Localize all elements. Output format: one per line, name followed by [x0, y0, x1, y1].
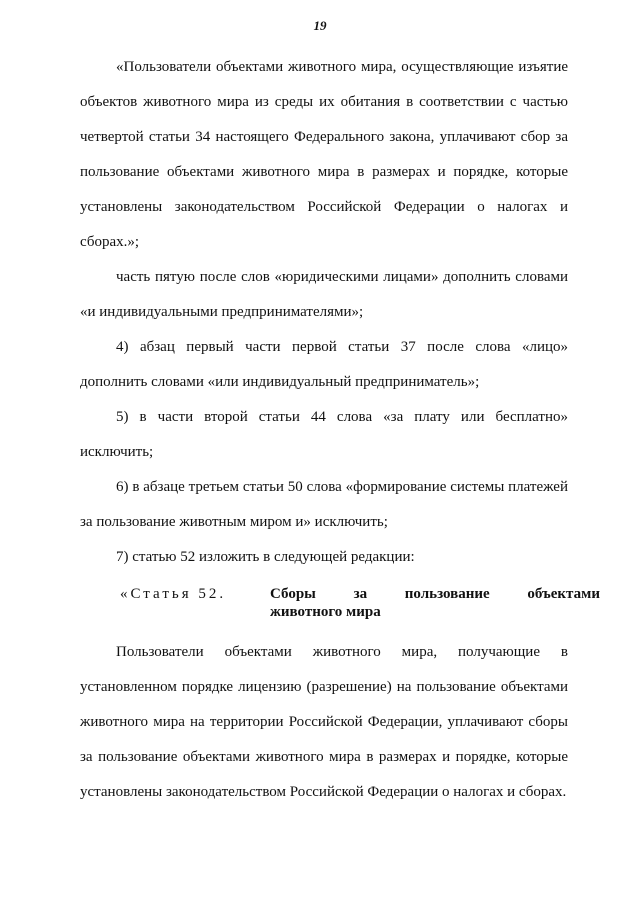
paragraph-item-5: 5) в части второй статьи 44 слова «за плату или бесплатно» исключить; — [80, 409, 568, 460]
paragraph-article-52-text: Пользователи объектами животного мира, получающие в установленном порядке лицензию (разрешение) на пользование объектами животного мира на территории Российской Федерации, уплачивают сборы за пользование объектами животного мира в размерах и порядке, которые установлены законодательством Российской Федерации о налогах и сборах. — [80, 644, 568, 800]
paragraph-item-4: 4) абзац первый части первой статьи 37 после слова «лицо» дополнить словами «или индивидуальный предприниматель»; — [80, 339, 568, 390]
article-title-word: объектами — [527, 586, 600, 602]
paragraph-part-five: часть пятую после слов «юридическими лицами» дополнить словами «и индивидуальными предпринимателями»; — [80, 269, 568, 320]
article-title-word: Сборы — [270, 586, 316, 602]
paragraph-item-6: 6) в абзаце третьем статьи 50 слова «формирование системы платежей за пользование животным миром и» исключить; — [80, 479, 568, 530]
document-body — [80, 50, 600, 810]
article-number: «Статья 52. — [120, 586, 227, 602]
article-title-word: за — [353, 586, 368, 602]
article-heading — [80, 585, 600, 621]
article-title — [270, 585, 600, 621]
article-title-word: пользование — [404, 586, 490, 602]
page-number: 19 — [313, 18, 327, 33]
paragraph-quoted-amendment: «Пользователи объектами животного мира, осуществляющие изъятие объектов животного мира из среды их обитания в соответствии с частью четвертой статьи 34 настоящего Федерального закона, уплачивают сбор за пользование объектами животного мира в размерах и порядке, которые установлены законодательством Российской Федерации о налогах и сборах.»; — [80, 59, 568, 250]
article-title-line2: животного мира — [270, 604, 381, 620]
paragraph-item-7: 7) статью 52 изложить в следующей редакции: — [116, 549, 415, 565]
